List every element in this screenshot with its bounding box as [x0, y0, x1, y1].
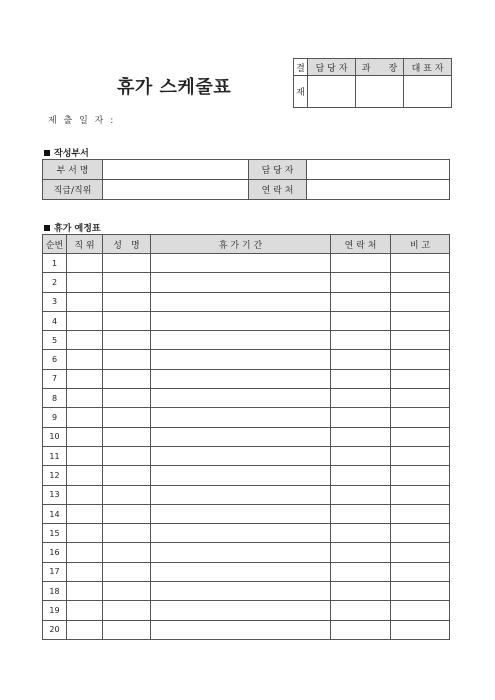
- cell-position[interactable]: [67, 350, 103, 369]
- cell-name[interactable]: [103, 273, 151, 292]
- cell-contact[interactable]: [331, 311, 391, 330]
- cell-name[interactable]: [103, 485, 151, 504]
- cell-remarks[interactable]: [391, 524, 450, 543]
- cell-period[interactable]: [151, 485, 331, 504]
- cell-name[interactable]: [103, 254, 151, 273]
- table-row: [43, 273, 450, 292]
- table-row: [43, 427, 450, 446]
- approval-header-manager: 담 당 자: [308, 59, 356, 76]
- dept-name-field[interactable]: [103, 160, 249, 180]
- cell-period[interactable]: [151, 254, 331, 273]
- cell-remarks[interactable]: [391, 601, 450, 620]
- contact-label: 연 락 처: [249, 180, 307, 200]
- cell-position[interactable]: [67, 292, 103, 311]
- approval-sign-ceo[interactable]: [404, 76, 452, 108]
- cell-contact[interactable]: [331, 408, 391, 427]
- position-label: 직급/직위: [43, 180, 103, 200]
- cell-contact[interactable]: [331, 485, 391, 504]
- cell-contact[interactable]: [331, 601, 391, 620]
- table-row: [43, 331, 450, 350]
- row-number: 14: [43, 504, 67, 523]
- table-row: [43, 562, 450, 581]
- dept-name-label: 부 서 명: [43, 160, 103, 180]
- cell-name[interactable]: [103, 504, 151, 523]
- cell-period[interactable]: [151, 292, 331, 311]
- cell-period[interactable]: [151, 620, 331, 639]
- cell-position[interactable]: [67, 427, 103, 446]
- cell-position[interactable]: [67, 485, 103, 504]
- approval-side-label-bottom: 재: [294, 76, 308, 108]
- vacation-schedule-table: [42, 234, 450, 640]
- cell-position[interactable]: [67, 389, 103, 408]
- table-row: [43, 504, 450, 523]
- cell-contact[interactable]: [331, 369, 391, 388]
- row-number: 9: [43, 408, 67, 427]
- cell-contact[interactable]: [331, 292, 391, 311]
- table-row: [43, 543, 450, 562]
- col-header-number: 순번: [43, 235, 67, 254]
- cell-remarks[interactable]: [391, 582, 450, 601]
- cell-name[interactable]: [103, 466, 151, 485]
- col-header-name: 성 명: [103, 235, 151, 254]
- department-table: [42, 159, 450, 200]
- table-row: [43, 408, 450, 427]
- table-row: [43, 292, 450, 311]
- table-row: [43, 311, 450, 330]
- cell-name[interactable]: [103, 543, 151, 562]
- cell-period[interactable]: [151, 562, 331, 581]
- cell-contact[interactable]: [331, 350, 391, 369]
- cell-name[interactable]: [103, 350, 151, 369]
- table-row: [43, 466, 450, 485]
- row-number: 20: [43, 620, 67, 639]
- cell-position[interactable]: [67, 524, 103, 543]
- row-number: 2: [43, 273, 67, 292]
- cell-name[interactable]: [103, 408, 151, 427]
- cell-remarks[interactable]: [391, 273, 450, 292]
- cell-name[interactable]: [103, 601, 151, 620]
- cell-remarks[interactable]: [391, 562, 450, 581]
- schedule-section-heading: [44, 221, 101, 234]
- department-heading-text: 작성부서: [54, 149, 89, 159]
- contact-field[interactable]: [307, 180, 450, 200]
- cell-name[interactable]: [103, 389, 151, 408]
- row-number: 4: [43, 311, 67, 330]
- position-field[interactable]: [103, 180, 249, 200]
- table-row: [43, 389, 450, 408]
- cell-period[interactable]: [151, 350, 331, 369]
- cell-remarks[interactable]: [391, 331, 450, 350]
- cell-remarks[interactable]: [391, 292, 450, 311]
- cell-position[interactable]: [67, 601, 103, 620]
- row-number: 10: [43, 427, 67, 446]
- cell-position[interactable]: [67, 543, 103, 562]
- row-number: 12: [43, 466, 67, 485]
- manager-field[interactable]: [307, 160, 450, 180]
- cell-period[interactable]: [151, 427, 331, 446]
- cell-period[interactable]: [151, 331, 331, 350]
- cell-contact[interactable]: [331, 446, 391, 465]
- cell-position[interactable]: [67, 408, 103, 427]
- cell-position[interactable]: [67, 331, 103, 350]
- cell-contact[interactable]: [331, 389, 391, 408]
- cell-remarks[interactable]: [391, 620, 450, 639]
- cell-period[interactable]: [151, 311, 331, 330]
- approval-header-ceo: 대 표 자: [404, 59, 452, 76]
- row-number: 1: [43, 254, 67, 273]
- cell-period[interactable]: [151, 466, 331, 485]
- cell-remarks[interactable]: [391, 543, 450, 562]
- cell-period[interactable]: [151, 601, 331, 620]
- square-bullet-icon: [44, 150, 50, 156]
- cell-position[interactable]: [67, 273, 103, 292]
- cell-period[interactable]: [151, 369, 331, 388]
- col-header-position: 직 위: [67, 235, 103, 254]
- cell-period[interactable]: [151, 582, 331, 601]
- cell-remarks[interactable]: [391, 254, 450, 273]
- row-number: 13: [43, 485, 67, 504]
- table-row: [43, 350, 450, 369]
- cell-remarks[interactable]: [391, 350, 450, 369]
- table-row: [43, 601, 450, 620]
- cell-period[interactable]: [151, 446, 331, 465]
- row-number: 7: [43, 369, 67, 388]
- cell-contact[interactable]: [331, 254, 391, 273]
- cell-name[interactable]: [103, 446, 151, 465]
- approval-sign-section-chief[interactable]: [356, 76, 404, 108]
- cell-contact[interactable]: [331, 504, 391, 523]
- cell-name[interactable]: [103, 292, 151, 311]
- cell-position[interactable]: [67, 504, 103, 523]
- cell-position[interactable]: [67, 562, 103, 581]
- table-row: [43, 485, 450, 504]
- row-number: 19: [43, 601, 67, 620]
- cell-remarks[interactable]: [391, 485, 450, 504]
- cell-position[interactable]: [67, 582, 103, 601]
- cell-contact[interactable]: [331, 466, 391, 485]
- cell-name[interactable]: [103, 331, 151, 350]
- approval-box: [293, 58, 452, 108]
- cell-name[interactable]: [103, 562, 151, 581]
- col-header-period: 휴 가 기 간: [151, 235, 331, 254]
- cell-period[interactable]: [151, 273, 331, 292]
- approval-sign-manager[interactable]: [308, 76, 356, 108]
- cell-remarks[interactable]: [391, 427, 450, 446]
- cell-name[interactable]: [103, 582, 151, 601]
- cell-name[interactable]: [103, 369, 151, 388]
- cell-remarks[interactable]: [391, 369, 450, 388]
- cell-contact[interactable]: [331, 331, 391, 350]
- cell-contact[interactable]: [331, 562, 391, 581]
- cell-position[interactable]: [67, 446, 103, 465]
- cell-name[interactable]: [103, 427, 151, 446]
- table-row: [43, 620, 450, 639]
- cell-name[interactable]: [103, 620, 151, 639]
- cell-name[interactable]: [103, 524, 151, 543]
- cell-remarks[interactable]: [391, 466, 450, 485]
- cell-period[interactable]: [151, 504, 331, 523]
- row-number: 6: [43, 350, 67, 369]
- cell-contact[interactable]: [331, 620, 391, 639]
- cell-period[interactable]: [151, 524, 331, 543]
- cell-remarks[interactable]: [391, 389, 450, 408]
- cell-remarks[interactable]: [391, 408, 450, 427]
- cell-contact[interactable]: [331, 524, 391, 543]
- row-number: 8: [43, 389, 67, 408]
- department-section-heading: [44, 146, 89, 159]
- cell-position[interactable]: [67, 466, 103, 485]
- table-row: [43, 369, 450, 388]
- document-title: 휴가 스케줄표: [117, 77, 232, 98]
- approval-side-label-top: 결: [294, 59, 308, 76]
- cell-contact[interactable]: [331, 543, 391, 562]
- cell-position[interactable]: [67, 620, 103, 639]
- cell-name[interactable]: [103, 311, 151, 330]
- cell-position[interactable]: [67, 369, 103, 388]
- cell-position[interactable]: [67, 254, 103, 273]
- cell-position[interactable]: [67, 311, 103, 330]
- table-row: [43, 524, 450, 543]
- row-number: 11: [43, 446, 67, 465]
- cell-contact[interactable]: [331, 582, 391, 601]
- cell-contact[interactable]: [331, 427, 391, 446]
- cell-remarks[interactable]: [391, 311, 450, 330]
- col-header-contact: 연 락 처: [331, 235, 391, 254]
- cell-period[interactable]: [151, 408, 331, 427]
- row-number: 17: [43, 562, 67, 581]
- manager-label: 담 당 자: [249, 160, 307, 180]
- table-row: [43, 254, 450, 273]
- row-number: 3: [43, 292, 67, 311]
- row-number: 18: [43, 582, 67, 601]
- approval-header-section-chief: 과 장: [356, 59, 404, 76]
- table-row: [43, 582, 450, 601]
- cell-contact[interactable]: [331, 273, 391, 292]
- square-bullet-icon: [44, 225, 50, 231]
- row-number: 5: [43, 331, 67, 350]
- schedule-heading-text: 휴가 예정표: [54, 224, 101, 234]
- cell-period[interactable]: [151, 389, 331, 408]
- row-number: 15: [43, 524, 67, 543]
- col-header-remarks: 비 고: [391, 235, 450, 254]
- cell-remarks[interactable]: [391, 446, 450, 465]
- cell-period[interactable]: [151, 543, 331, 562]
- schedule-header-row: [43, 235, 450, 254]
- row-number: 16: [43, 543, 67, 562]
- cell-remarks[interactable]: [391, 504, 450, 523]
- table-row: [43, 446, 450, 465]
- submit-date-label: 제 출 일 자 :: [48, 116, 116, 126]
